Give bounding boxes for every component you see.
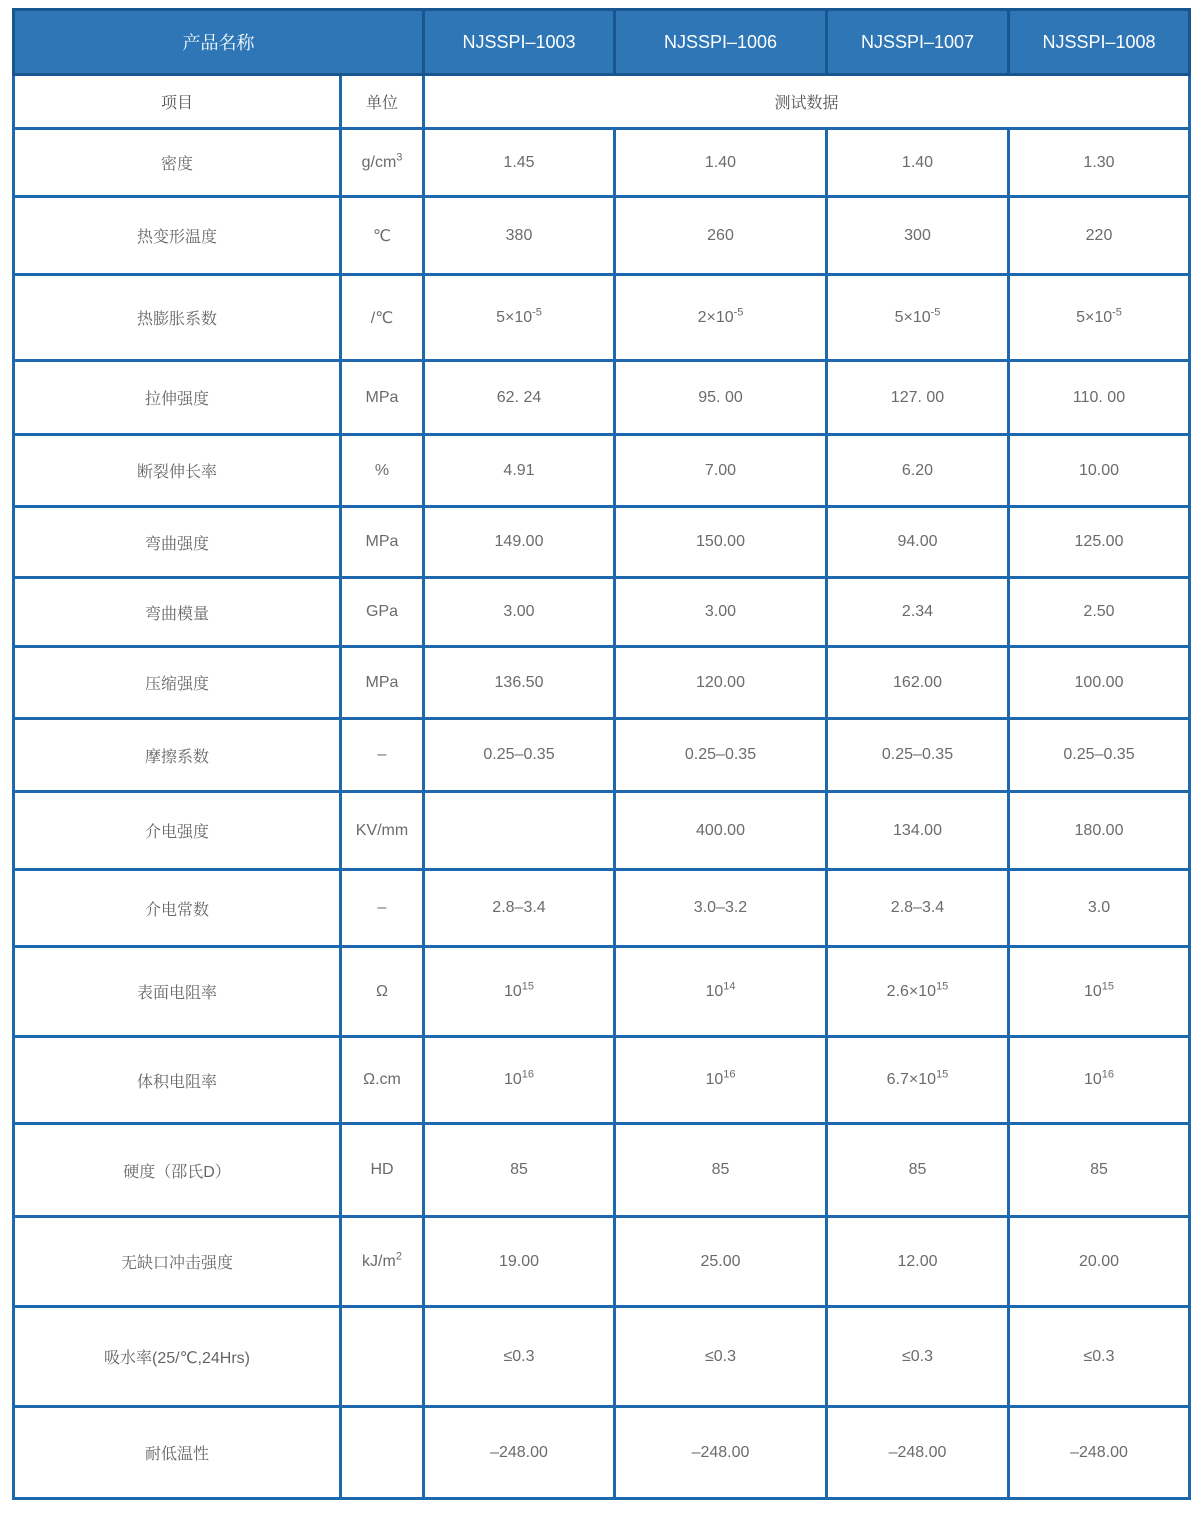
row-item-label: 吸水率(25/℃,24Hrs) — [14, 1307, 341, 1407]
row-value: $10^{14}$ — [615, 947, 827, 1037]
row-unit: $kJ/m^2$ — [341, 1217, 424, 1307]
row-value: 127. 00 — [827, 361, 1009, 435]
row-value: 1.30 — [1009, 129, 1190, 197]
subheader-row — [14, 75, 1190, 129]
row-value: 95. 00 — [615, 361, 827, 435]
row-value: 12.00 — [827, 1217, 1009, 1307]
row-value: 260 — [615, 197, 827, 275]
row-item-label: 硬度（邵氏D） — [14, 1124, 341, 1217]
row-value: –248.00 — [424, 1407, 615, 1499]
row-unit: Ω.cm — [341, 1037, 424, 1124]
row-value: $2.6\times 10^{15}$ — [827, 947, 1009, 1037]
table-row-surface-resistivity — [14, 947, 1190, 1037]
row-value: 162.00 — [827, 647, 1009, 719]
unit-column-label: 单位 — [341, 75, 424, 129]
row-value: $5\times 10^{-5}$ — [827, 275, 1009, 361]
row-value: 2.8–3.4 — [827, 870, 1009, 947]
row-unit: – — [341, 870, 424, 947]
row-unit: /℃ — [341, 275, 424, 361]
row-value: 0.25–0.35 — [1009, 719, 1190, 792]
row-item-label: 热膨胀系数 — [14, 275, 341, 361]
row-value: 1.45 — [424, 129, 615, 197]
row-value: 150.00 — [615, 507, 827, 578]
row-item-label: 压缩强度 — [14, 647, 341, 719]
row-item-label: 热变形温度 — [14, 197, 341, 275]
row-value — [424, 792, 615, 870]
row-value: ≤0.3 — [615, 1307, 827, 1407]
product-spec-table — [12, 8, 1191, 1500]
row-unit: $g/cm^3$ — [341, 129, 424, 197]
row-item-label: 密度 — [14, 129, 341, 197]
row-value: 1.40 — [827, 129, 1009, 197]
row-value: 85 — [615, 1124, 827, 1217]
row-value: 125.00 — [1009, 507, 1190, 578]
row-unit — [341, 1407, 424, 1499]
table-row-volume-resistivity — [14, 1037, 1190, 1124]
row-value: ≤0.3 — [424, 1307, 615, 1407]
row-value: 85 — [424, 1124, 615, 1217]
row-value: 94.00 — [827, 507, 1009, 578]
row-item-label: 表面电阻率 — [14, 947, 341, 1037]
row-value: 85 — [1009, 1124, 1190, 1217]
row-value: 3.0 — [1009, 870, 1190, 947]
row-unit: MPa — [341, 361, 424, 435]
row-value: 380 — [424, 197, 615, 275]
header-row — [14, 10, 1190, 75]
row-value: 85 — [827, 1124, 1009, 1217]
row-value: 134.00 — [827, 792, 1009, 870]
table-row-heat-deflection-temp — [14, 197, 1190, 275]
row-value: 2.8–3.4 — [424, 870, 615, 947]
row-value: $10^{16}$ — [424, 1037, 615, 1124]
table-row-water-absorption — [14, 1307, 1190, 1407]
test-data-label: 测试数据 — [424, 75, 1190, 129]
row-value: 6.20 — [827, 435, 1009, 507]
table-row-friction-coefficient — [14, 719, 1190, 792]
row-unit: ℃ — [341, 197, 424, 275]
row-value: 110. 00 — [1009, 361, 1190, 435]
row-value: $10^{15}$ — [424, 947, 615, 1037]
row-item-label: 耐低温性 — [14, 1407, 341, 1499]
product-column-njsspi-1007: NJSSPI–1007 — [827, 10, 1009, 75]
row-value: 3.00 — [615, 578, 827, 647]
product-column-njsspi-1003: NJSSPI–1003 — [424, 10, 615, 75]
row-value: 400.00 — [615, 792, 827, 870]
row-value: 100.00 — [1009, 647, 1190, 719]
row-unit: KV/mm — [341, 792, 424, 870]
row-item-label: 体积电阻率 — [14, 1037, 341, 1124]
row-value: –248.00 — [827, 1407, 1009, 1499]
table-row-compressive-strength — [14, 647, 1190, 719]
row-value: 300 — [827, 197, 1009, 275]
row-value: 136.50 — [424, 647, 615, 719]
row-value: 0.25–0.35 — [615, 719, 827, 792]
row-unit: HD — [341, 1124, 424, 1217]
row-item-label: 介电强度 — [14, 792, 341, 870]
row-value: –248.00 — [615, 1407, 827, 1499]
row-value: 62. 24 — [424, 361, 615, 435]
row-unit: – — [341, 719, 424, 792]
row-value: 19.00 — [424, 1217, 615, 1307]
row-value: 25.00 — [615, 1217, 827, 1307]
row-value: 2.34 — [827, 578, 1009, 647]
row-unit: % — [341, 435, 424, 507]
row-value: 3.0–3.2 — [615, 870, 827, 947]
row-item-label: 拉伸强度 — [14, 361, 341, 435]
row-value: $10^{15}$ — [1009, 947, 1190, 1037]
table-row-flexural-modulus — [14, 578, 1190, 647]
row-value: 4.91 — [424, 435, 615, 507]
row-value: 0.25–0.35 — [424, 719, 615, 792]
row-unit — [341, 1307, 424, 1407]
row-item-label: 弯曲模量 — [14, 578, 341, 647]
table-row-dielectric-strength — [14, 792, 1190, 870]
table-row-hardness-shore-d — [14, 1124, 1190, 1217]
row-value: 20.00 — [1009, 1217, 1190, 1307]
row-value: 220 — [1009, 197, 1190, 275]
row-value: $10^{16}$ — [615, 1037, 827, 1124]
row-value: 180.00 — [1009, 792, 1190, 870]
product-column-njsspi-1008: NJSSPI–1008 — [1009, 10, 1190, 75]
table-row-thermal-expansion — [14, 275, 1190, 361]
table-row-low-temperature-resistance — [14, 1407, 1190, 1499]
row-value: ≤0.3 — [1009, 1307, 1190, 1407]
table-row-flexural-strength — [14, 507, 1190, 578]
item-column-label: 项目 — [14, 75, 341, 129]
row-value: ≤0.3 — [827, 1307, 1009, 1407]
row-item-label: 摩擦系数 — [14, 719, 341, 792]
row-value: 7.00 — [615, 435, 827, 507]
row-value: –248.00 — [1009, 1407, 1190, 1499]
row-value: $5\times 10^{-5}$ — [424, 275, 615, 361]
row-unit: MPa — [341, 507, 424, 578]
row-value: 1.40 — [615, 129, 827, 197]
row-value: 2.50 — [1009, 578, 1190, 647]
row-value: $10^{16}$ — [1009, 1037, 1190, 1124]
row-value: $2\times 10^{-5}$ — [615, 275, 827, 361]
product-name-header: 产品名称 — [14, 10, 424, 75]
table-row-elongation-at-break — [14, 435, 1190, 507]
row-item-label: 弯曲强度 — [14, 507, 341, 578]
row-item-label: 无缺口冲击强度 — [14, 1217, 341, 1307]
row-unit: Ω — [341, 947, 424, 1037]
row-item-label: 介电常数 — [14, 870, 341, 947]
row-value: 3.00 — [424, 578, 615, 647]
row-value: 149.00 — [424, 507, 615, 578]
row-unit: MPa — [341, 647, 424, 719]
row-item-label: 断裂伸长率 — [14, 435, 341, 507]
row-value: 0.25–0.35 — [827, 719, 1009, 792]
table-row-tensile-strength — [14, 361, 1190, 435]
row-value: $5\times 10^{-5}$ — [1009, 275, 1190, 361]
table-row-density — [14, 129, 1190, 197]
row-value: 120.00 — [615, 647, 827, 719]
row-value: 10.00 — [1009, 435, 1190, 507]
table-row-unnotched-impact-strength — [14, 1217, 1190, 1307]
row-value: $6.7\times 10^{15}$ — [827, 1037, 1009, 1124]
table-row-dielectric-constant — [14, 870, 1190, 947]
row-unit: GPa — [341, 578, 424, 647]
product-column-njsspi-1006: NJSSPI–1006 — [615, 10, 827, 75]
